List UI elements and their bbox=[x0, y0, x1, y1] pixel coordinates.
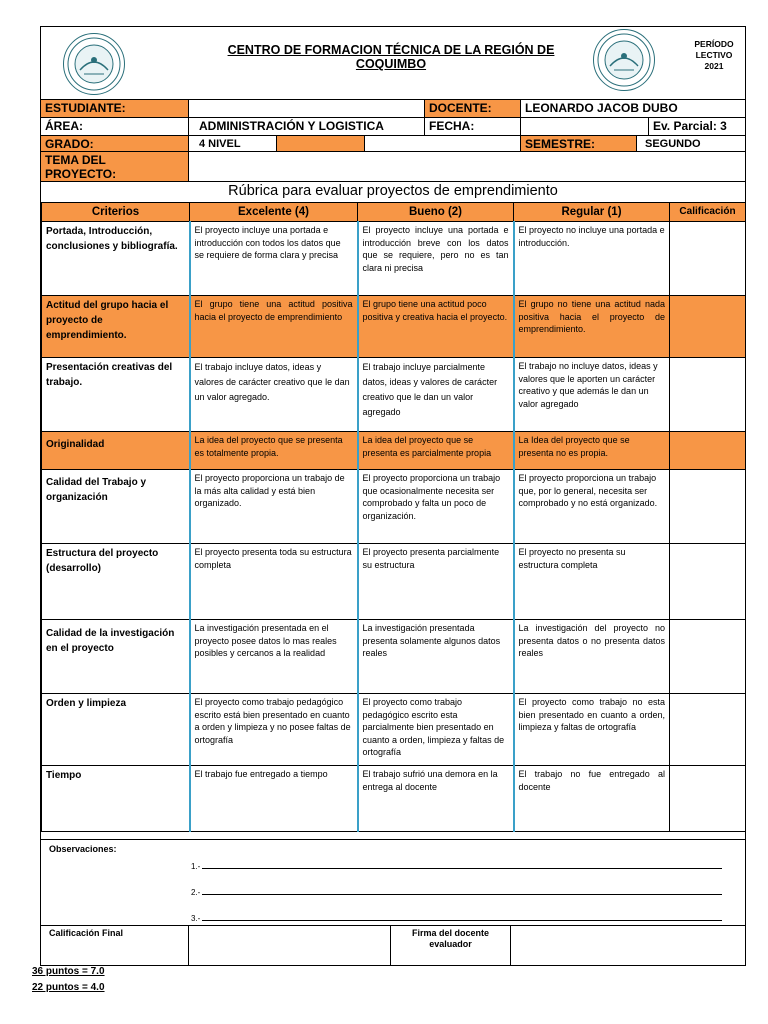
institution-seal-icon bbox=[596, 32, 652, 88]
academic-period bbox=[689, 39, 739, 72]
student-field[interactable] bbox=[189, 100, 425, 117]
observations-section bbox=[41, 839, 745, 928]
institution-seal-icon bbox=[66, 36, 122, 92]
regular-descriptor: El trabajo no fue entregado al docente bbox=[514, 766, 670, 832]
good-descriptor: El trabajo incluye parcialmente datos, ideas y valores de carácter creativo que le dan un valor agregado bbox=[358, 358, 514, 432]
observation-number-3: 3.- bbox=[191, 914, 201, 923]
grade-cell[interactable] bbox=[670, 544, 746, 620]
excellent-descriptor: La investigación presentada en el proyecto posee datos lo mas reales posibles y cercanos a la realidad bbox=[190, 620, 358, 694]
observation-line-2[interactable] bbox=[191, 888, 722, 897]
criterion: Estructura del proyecto (desarrollo) bbox=[42, 544, 190, 620]
date-field[interactable] bbox=[521, 118, 649, 135]
final-grade-label: Calificación Final bbox=[41, 926, 189, 966]
grade-cell[interactable] bbox=[670, 620, 746, 694]
table-row bbox=[42, 694, 746, 766]
rubric-header-row bbox=[42, 203, 746, 222]
area-row bbox=[41, 117, 745, 135]
project-topic-label-2: PROYECTO: bbox=[45, 167, 117, 181]
regular-descriptor: El trabajo no incluye datos, ideas y valores que le aporten un carácter creativo y que además le dan un valor agregado bbox=[514, 358, 670, 432]
teacher-value: LEONARDO JACOB DUBO bbox=[525, 101, 678, 115]
partial-evaluation: Ev. Parcial: 3 bbox=[653, 119, 727, 133]
institution-name: CENTRO DE FORMACION TÉCNICA DE LA REGIÓN DE COQUIMBO bbox=[227, 43, 555, 71]
excellent-descriptor: El proyecto incluye una portada e introducción con todos los datos que se requiere de forma clara y precisa bbox=[190, 222, 358, 296]
rubric-title: Rúbrica para evaluar proyectos de emprendimiento bbox=[228, 183, 558, 199]
good-descriptor: El proyecto presenta parcialmente su estructura bbox=[358, 544, 514, 620]
observation-line-1[interactable] bbox=[191, 862, 722, 871]
table-row bbox=[42, 358, 746, 432]
criterion: Tiempo bbox=[42, 766, 190, 832]
regular-descriptor: El proyecto como trabajo no esta bien presentado en cuanto a orden, limpieza y faltas de ortografía bbox=[514, 694, 670, 766]
semester-label: SEMESTRE: bbox=[521, 136, 637, 151]
rubric-table bbox=[41, 202, 746, 832]
good-descriptor: El proyecto como trabajo pedagógico escrito esta parcialmente bien presentado en cuanto a orden, limpieza y faltas de ortografía bbox=[358, 694, 514, 766]
table-row bbox=[42, 222, 746, 296]
period-line-1: PERÍODO bbox=[694, 39, 734, 49]
regular-descriptor: El proyecto no incluye una portada e introducción. bbox=[514, 222, 670, 296]
excellent-descriptor: El proyecto como trabajo pedagógico escrito está bien presentado en cuanto a orden y limpieza y no posee faltas de ortografía bbox=[190, 694, 358, 766]
semester-value: SEGUNDO bbox=[645, 138, 701, 150]
good-descriptor: La idea del proyecto que se presenta es parcialmente propia bbox=[358, 432, 514, 470]
regular-descriptor: El proyecto no presenta su estructura completa bbox=[514, 544, 670, 620]
excellent-descriptor: El proyecto proporciona un trabajo de la más alta calidad y está bien organizado. bbox=[190, 470, 358, 544]
excellent-descriptor: El trabajo incluye datos, ideas y valores de carácter creativo que le dan un valor agregado. bbox=[190, 358, 358, 432]
header-good: Bueno (2) bbox=[358, 203, 514, 222]
project-topic-field[interactable] bbox=[189, 152, 745, 181]
header-regular: Regular (1) bbox=[514, 203, 670, 222]
signature-label: Firma del docente evaluador bbox=[391, 926, 511, 966]
table-row bbox=[42, 620, 746, 694]
table-row bbox=[42, 470, 746, 544]
period-year: 2021 bbox=[704, 61, 724, 71]
scale-note-1: 36 puntos = 7.0 bbox=[32, 966, 105, 977]
grade-extra-cell bbox=[277, 136, 365, 151]
rubric-document bbox=[40, 26, 746, 966]
excellent-descriptor: El grupo tiene una actitud positiva hacia el proyecto de emprendimiento bbox=[190, 296, 358, 358]
scale-note-2: 22 puntos = 4.0 bbox=[32, 982, 105, 993]
divider bbox=[41, 181, 745, 182]
regular-descriptor: La investigación del proyecto no presenta datos o no presenta datos reales bbox=[514, 620, 670, 694]
table-row bbox=[42, 544, 746, 620]
grade-cell[interactable] bbox=[670, 296, 746, 358]
period-line-2: LECTIVO bbox=[695, 50, 733, 60]
regular-descriptor: El grupo no tiene una actitud nada positiva hacia el proyecto de emprendimiento. bbox=[514, 296, 670, 358]
table-row bbox=[42, 766, 746, 832]
criterion: Portada, Introducción, conclusiones y bibliografía. bbox=[42, 222, 190, 296]
grade-label: GRADO: bbox=[41, 136, 189, 151]
grade-cell[interactable] bbox=[670, 766, 746, 832]
grade-cell[interactable] bbox=[670, 432, 746, 470]
signature-field[interactable] bbox=[511, 926, 745, 966]
student-label: ESTUDIANTE: bbox=[41, 100, 189, 117]
header-grade: Calificación bbox=[670, 203, 746, 222]
regular-descriptor: La Idea del proyecto que se presenta no es propia. bbox=[514, 432, 670, 470]
grade-value: 4 NIVEL bbox=[189, 136, 277, 151]
area-value: ADMINISTRACIÓN Y LOGISTICA bbox=[189, 118, 425, 135]
observations-label: Observaciones: bbox=[49, 844, 117, 854]
final-grade-field[interactable] bbox=[189, 926, 391, 966]
institution-seal-left bbox=[63, 33, 125, 95]
project-topic-label bbox=[41, 152, 189, 181]
grade-cell[interactable] bbox=[670, 470, 746, 544]
project-topic-row bbox=[41, 151, 745, 181]
criterion: Orden y limpieza bbox=[42, 694, 190, 766]
observation-line-3[interactable] bbox=[191, 914, 722, 923]
grade-cell[interactable] bbox=[670, 358, 746, 432]
good-descriptor: El proyecto incluye una portada e introducción breve con los datos que se requiere, pero no es tan clara ni precisa bbox=[358, 222, 514, 296]
criterion: Originalidad bbox=[42, 432, 190, 470]
grade-cell[interactable] bbox=[670, 694, 746, 766]
project-topic-label-1: TEMA DEL bbox=[45, 153, 106, 167]
excellent-descriptor: El proyecto presenta toda su estructura completa bbox=[190, 544, 358, 620]
good-descriptor: El proyecto proporciona un trabajo que ocasionalmente necesita ser comprobado y falta un poco de organización. bbox=[358, 470, 514, 544]
criterion: Actitud del grupo hacia el proyecto de emprendimiento. bbox=[42, 296, 190, 358]
header-criteria: Criterios bbox=[42, 203, 190, 222]
student-row bbox=[41, 99, 745, 117]
grade-row bbox=[41, 135, 745, 151]
criterion: Presentación creativas del trabajo. bbox=[42, 358, 190, 432]
grade-cell[interactable] bbox=[670, 222, 746, 296]
institution-seal-right bbox=[593, 29, 655, 91]
criterion: Calidad de la investigación en el proyecto bbox=[42, 620, 190, 694]
teacher-label: DOCENTE: bbox=[425, 100, 521, 117]
good-descriptor: La investigación presentada presenta solamente algunos datos reales bbox=[358, 620, 514, 694]
final-grade-row bbox=[41, 925, 745, 966]
header-excellent: Excelente (4) bbox=[190, 203, 358, 222]
area-label: ÁREA: bbox=[41, 118, 189, 135]
good-descriptor: El grupo tiene una actitud poco positiva y creativa hacia el proyecto. bbox=[358, 296, 514, 358]
excellent-descriptor: El trabajo fue entregado a tiempo bbox=[190, 766, 358, 832]
table-row bbox=[42, 296, 746, 358]
document-header bbox=[41, 27, 745, 99]
observation-number-1: 1.- bbox=[191, 862, 201, 871]
regular-descriptor: El proyecto proporciona un trabajo que, por lo general, necesita ser comprobado y no está organizado. bbox=[514, 470, 670, 544]
date-label: FECHA: bbox=[425, 118, 521, 135]
good-descriptor: El trabajo sufrió una demora en la entrega al docente bbox=[358, 766, 514, 832]
table-row bbox=[42, 432, 746, 470]
grade-blank-cell bbox=[365, 136, 521, 151]
excellent-descriptor: La idea del proyecto que se presenta es totalmente propia. bbox=[190, 432, 358, 470]
observation-number-2: 2.- bbox=[191, 888, 201, 897]
criterion: Calidad del Trabajo y organización bbox=[42, 470, 190, 544]
